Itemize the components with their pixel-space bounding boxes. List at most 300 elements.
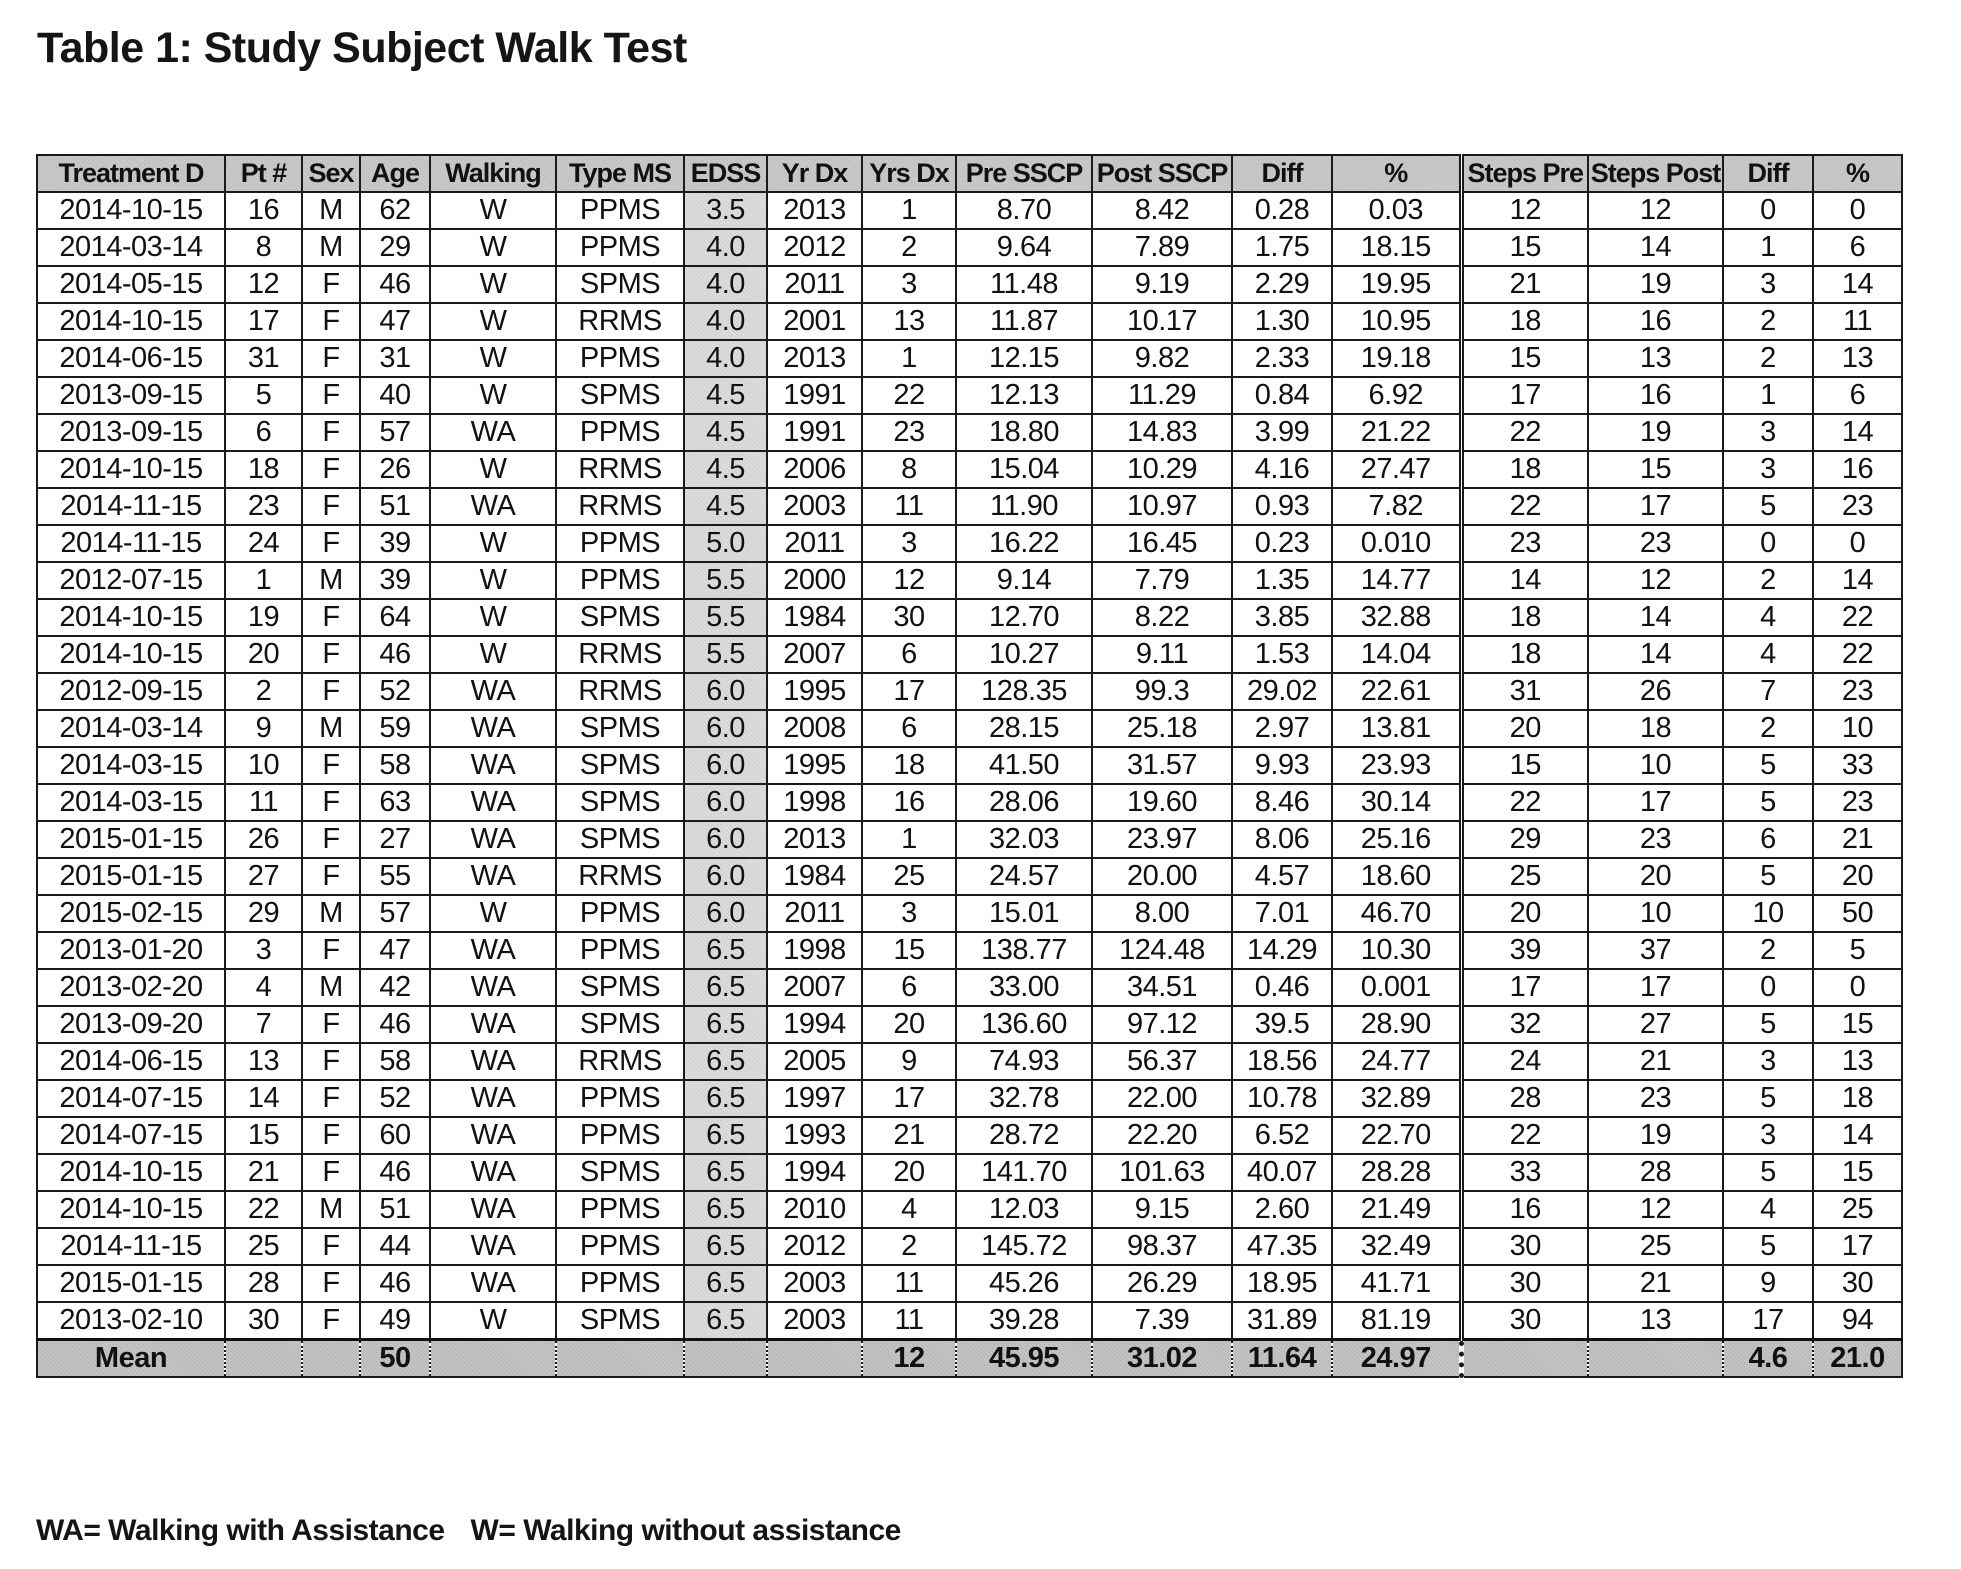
table-cell: 16.45	[1092, 525, 1232, 562]
legend-w: W= Walking without assistance	[470, 1514, 901, 1547]
table-cell: 32.88	[1332, 599, 1461, 636]
table-cell: 0	[1813, 969, 1902, 1006]
table-cell: 58	[360, 1043, 430, 1080]
table-cell: 2	[1723, 303, 1813, 340]
table-cell: 18	[1461, 451, 1588, 488]
table-cell: 2.97	[1232, 710, 1332, 747]
table-cell: 46	[360, 266, 430, 303]
table-cell: 18	[1461, 599, 1588, 636]
table-cell: 32.89	[1332, 1080, 1461, 1117]
walk-test-table	[36, 154, 1903, 1378]
table-cell: 10	[1723, 895, 1813, 932]
table-cell: WA	[430, 784, 556, 821]
column-header: Diff	[1232, 155, 1332, 192]
table-cell: 6.5	[684, 1117, 767, 1154]
table-cell: 0.84	[1232, 377, 1332, 414]
table-cell: 32.49	[1332, 1228, 1461, 1265]
table-cell: 2003	[767, 488, 862, 525]
table-row	[37, 747, 1902, 784]
table-cell: SPMS	[556, 1154, 684, 1191]
table-cell: 74.93	[956, 1043, 1092, 1080]
table-cell: RRMS	[556, 673, 684, 710]
table-cell: 4	[1723, 599, 1813, 636]
table-cell: WA	[430, 858, 556, 895]
table-cell: 19.60	[1092, 784, 1232, 821]
table-cell: M	[302, 895, 360, 932]
table-cell: 81.19	[1332, 1302, 1461, 1340]
table-cell: 63	[360, 784, 430, 821]
table-cell: 13	[862, 303, 956, 340]
table-cell: 20	[862, 1154, 956, 1191]
table-cell: 10	[225, 747, 302, 784]
table-cell: WA	[430, 1080, 556, 1117]
table-row	[37, 1265, 1902, 1302]
table-cell: 11	[862, 1265, 956, 1302]
table-cell: M	[302, 229, 360, 266]
table-cell: 9	[862, 1043, 956, 1080]
table-cell: 22	[1813, 599, 1902, 636]
table-cell: 52	[360, 1080, 430, 1117]
table-cell: 5	[1723, 1228, 1813, 1265]
table-cell: 22.00	[1092, 1080, 1232, 1117]
table-cell: 33	[1813, 747, 1902, 784]
table-cell: PPMS	[556, 340, 684, 377]
table-cell: 4	[862, 1191, 956, 1228]
table-cell: 3	[1723, 1043, 1813, 1080]
table-cell: 1995	[767, 673, 862, 710]
table-cell: 18	[1813, 1080, 1902, 1117]
table-cell: 13	[1813, 340, 1902, 377]
table-cell: 28	[225, 1265, 302, 1302]
table-cell: 57	[360, 414, 430, 451]
table-cell: 10.95	[1332, 303, 1461, 340]
table-cell: 29	[1461, 821, 1588, 858]
table-cell: 15	[1461, 229, 1588, 266]
header-row	[37, 155, 1902, 192]
table-cell: 14	[1588, 636, 1723, 673]
table-cell: 8	[225, 229, 302, 266]
table-cell: 11.90	[956, 488, 1092, 525]
table-cell: 5	[1813, 932, 1902, 969]
table-cell: 46	[360, 1154, 430, 1191]
table-cell: 98.37	[1092, 1228, 1232, 1265]
table-cell: 2014-06-15	[37, 1043, 225, 1080]
table-cell: 23	[1813, 488, 1902, 525]
table-cell: 3	[1723, 266, 1813, 303]
table-cell: 1994	[767, 1154, 862, 1191]
table-cell: 22	[1461, 1117, 1588, 1154]
table-cell: F	[302, 747, 360, 784]
table-cell: 22	[1461, 414, 1588, 451]
table-cell: 2015-01-15	[37, 858, 225, 895]
table-cell: 8.06	[1232, 821, 1332, 858]
table-cell: WA	[430, 1228, 556, 1265]
table-cell: 9	[1723, 1265, 1813, 1302]
table-cell: 21	[1588, 1043, 1723, 1080]
table-cell: 8.42	[1092, 192, 1232, 229]
table-cell: 31	[1461, 673, 1588, 710]
table-cell: 2001	[767, 303, 862, 340]
table-cell: 1998	[767, 932, 862, 969]
table-cell: 23	[862, 414, 956, 451]
table-row	[37, 1117, 1902, 1154]
table-cell: F	[302, 932, 360, 969]
table-cell: 22.70	[1332, 1117, 1461, 1154]
table-cell: RRMS	[556, 451, 684, 488]
table-cell: 94	[1813, 1302, 1902, 1340]
table-cell: 4.0	[684, 340, 767, 377]
table-cell: F	[302, 377, 360, 414]
table-cell: 6.5	[684, 1265, 767, 1302]
table-cell: 30.14	[1332, 784, 1461, 821]
table-cell: W	[430, 377, 556, 414]
mean-cell: 50	[360, 1340, 430, 1378]
table-cell: F	[302, 636, 360, 673]
table-cell: 55	[360, 858, 430, 895]
table-cell: 49	[360, 1302, 430, 1340]
table-cell: 15	[1813, 1154, 1902, 1191]
table-cell: 18	[862, 747, 956, 784]
table-cell: SPMS	[556, 599, 684, 636]
table-cell: WA	[430, 1265, 556, 1302]
table-cell: 2007	[767, 636, 862, 673]
table-cell: 3.99	[1232, 414, 1332, 451]
table-cell: 23.93	[1332, 747, 1461, 784]
table-cell: 23	[1588, 525, 1723, 562]
table-cell: 12	[1588, 1191, 1723, 1228]
table-cell: 1.35	[1232, 562, 1332, 599]
table-cell: 2014-07-15	[37, 1117, 225, 1154]
table-cell: 7.39	[1092, 1302, 1232, 1340]
table-cell: 22	[1813, 636, 1902, 673]
table-cell: 2003	[767, 1302, 862, 1340]
table-cell: 6.5	[684, 1302, 767, 1340]
table-cell: F	[302, 1265, 360, 1302]
table-cell: 3	[225, 932, 302, 969]
table-cell: M	[302, 1191, 360, 1228]
table-cell: 15	[225, 1117, 302, 1154]
table-cell: 1995	[767, 747, 862, 784]
table-cell: 4.5	[684, 414, 767, 451]
table-cell: 19	[1588, 414, 1723, 451]
table-cell: 0	[1813, 192, 1902, 229]
table-cell: 2014-06-15	[37, 340, 225, 377]
table-cell: 4.57	[1232, 858, 1332, 895]
table-cell: 2013-09-15	[37, 414, 225, 451]
table-cell: 11.87	[956, 303, 1092, 340]
table-cell: 10.78	[1232, 1080, 1332, 1117]
table-cell: 24	[1461, 1043, 1588, 1080]
table-cell: 5.0	[684, 525, 767, 562]
table-row	[37, 821, 1902, 858]
table-cell: 27	[1588, 1006, 1723, 1043]
table-cell: PPMS	[556, 414, 684, 451]
table-cell: 4.0	[684, 266, 767, 303]
table-cell: 7	[1723, 673, 1813, 710]
table-cell: WA	[430, 1006, 556, 1043]
table-cell: 9.14	[956, 562, 1092, 599]
table-cell: 8	[862, 451, 956, 488]
table-cell: 5	[1723, 1154, 1813, 1191]
table-cell: 22	[862, 377, 956, 414]
table-cell: PPMS	[556, 1080, 684, 1117]
column-header: Pre SSCP	[956, 155, 1092, 192]
table-cell: 2006	[767, 451, 862, 488]
table-cell: 5	[1723, 1006, 1813, 1043]
table-cell: 14.83	[1092, 414, 1232, 451]
table-row	[37, 1080, 1902, 1117]
table-cell: 47.35	[1232, 1228, 1332, 1265]
mean-cell	[1588, 1340, 1723, 1378]
table-cell: 17	[862, 673, 956, 710]
table-cell: 1	[862, 192, 956, 229]
table-cell: 9.15	[1092, 1191, 1232, 1228]
table-cell: 16	[1588, 377, 1723, 414]
table-cell: 22	[225, 1191, 302, 1228]
table-cell: 15	[1588, 451, 1723, 488]
table-cell: F	[302, 488, 360, 525]
table-cell: 40	[360, 377, 430, 414]
table-cell: 7.82	[1332, 488, 1461, 525]
table-cell: M	[302, 192, 360, 229]
table-cell: 2	[1723, 932, 1813, 969]
table-cell: 46.70	[1332, 895, 1461, 932]
table-row	[37, 229, 1902, 266]
table-cell: 5	[1723, 747, 1813, 784]
table-cell: 4.5	[684, 377, 767, 414]
table-cell: 5.5	[684, 599, 767, 636]
table-cell: 12.03	[956, 1191, 1092, 1228]
table-cell: 29	[225, 895, 302, 932]
table-cell: 33	[1461, 1154, 1588, 1191]
table-cell: 41.50	[956, 747, 1092, 784]
table-cell: 128.35	[956, 673, 1092, 710]
table-cell: 14	[1461, 562, 1588, 599]
table-cell: 20	[1461, 710, 1588, 747]
table-cell: 2014-03-14	[37, 229, 225, 266]
table-cell: W	[430, 340, 556, 377]
table-cell: 22.20	[1092, 1117, 1232, 1154]
table-row	[37, 525, 1902, 562]
table-cell: 39	[360, 562, 430, 599]
table-cell: 138.77	[956, 932, 1092, 969]
table-cell: SPMS	[556, 821, 684, 858]
table-cell: 15	[1461, 340, 1588, 377]
table-cell: 12	[225, 266, 302, 303]
table-cell: 51	[360, 488, 430, 525]
table-cell: 18.56	[1232, 1043, 1332, 1080]
table-cell: 13	[1813, 1043, 1902, 1080]
table-cell: 97.12	[1092, 1006, 1232, 1043]
mean-cell	[1461, 1340, 1588, 1378]
table-row	[37, 710, 1902, 747]
table-row	[37, 1302, 1902, 1340]
table-cell: F	[302, 266, 360, 303]
mean-cell: 24.97	[1332, 1340, 1461, 1378]
mean-cell	[430, 1340, 556, 1378]
table-cell: 18	[225, 451, 302, 488]
table-cell: 2	[862, 1228, 956, 1265]
table-cell: 18.80	[956, 414, 1092, 451]
table-cell: 21	[1588, 1265, 1723, 1302]
table-cell: 2015-01-15	[37, 1265, 225, 1302]
table-cell: WA	[430, 710, 556, 747]
table-cell: WA	[430, 969, 556, 1006]
table-cell: 20	[862, 1006, 956, 1043]
table-cell: 25	[862, 858, 956, 895]
table-cell: RRMS	[556, 858, 684, 895]
table-cell: WA	[430, 1191, 556, 1228]
table-cell: F	[302, 414, 360, 451]
table-cell: F	[302, 1302, 360, 1340]
table-cell: 0.23	[1232, 525, 1332, 562]
table-cell: F	[302, 1043, 360, 1080]
table-cell: 45.26	[956, 1265, 1092, 1302]
table-cell: 25	[1588, 1228, 1723, 1265]
table-cell: 18	[1461, 636, 1588, 673]
table-cell: 21	[1813, 821, 1902, 858]
table-cell: 101.63	[1092, 1154, 1232, 1191]
table-cell: 12	[862, 562, 956, 599]
table-cell: 1	[225, 562, 302, 599]
column-header: Diff	[1723, 155, 1813, 192]
table-cell: 6.52	[1232, 1117, 1332, 1154]
column-header: Yr Dx	[767, 155, 862, 192]
table-cell: W	[430, 599, 556, 636]
table-cell: 1	[862, 340, 956, 377]
table-cell: 21	[1461, 266, 1588, 303]
table-cell: 17	[1813, 1228, 1902, 1265]
table-cell: 23.97	[1092, 821, 1232, 858]
table-cell: 12	[1588, 192, 1723, 229]
table-cell: 57	[360, 895, 430, 932]
table-cell: 6.0	[684, 895, 767, 932]
table-cell: 1.75	[1232, 229, 1332, 266]
table-cell: M	[302, 969, 360, 1006]
table-cell: 32.03	[956, 821, 1092, 858]
table-cell: F	[302, 599, 360, 636]
table-cell: 2014-07-15	[37, 1080, 225, 1117]
table-cell: 39	[1461, 932, 1588, 969]
table-cell: 17	[1723, 1302, 1813, 1340]
table-cell: 16	[1813, 451, 1902, 488]
table-cell: 6.0	[684, 747, 767, 784]
table-cell: SPMS	[556, 1302, 684, 1340]
table-cell: 20	[225, 636, 302, 673]
table-cell: 20.00	[1092, 858, 1232, 895]
table-cell: 25.16	[1332, 821, 1461, 858]
table-cell: 0.28	[1232, 192, 1332, 229]
table-cell: 46	[360, 1006, 430, 1043]
table-cell: 26	[360, 451, 430, 488]
table-cell: 50	[1813, 895, 1902, 932]
table-cell: 2	[1723, 340, 1813, 377]
table-cell: WA	[430, 673, 556, 710]
mean-cell	[556, 1340, 684, 1378]
table-cell: 6.5	[684, 1080, 767, 1117]
table-cell: 2014-10-15	[37, 599, 225, 636]
column-header: Age	[360, 155, 430, 192]
table-cell: 19.95	[1332, 266, 1461, 303]
table-cell: 13.81	[1332, 710, 1461, 747]
table-cell: 141.70	[956, 1154, 1092, 1191]
table-cell: 40.07	[1232, 1154, 1332, 1191]
table-cell: 27	[225, 858, 302, 895]
table-cell: 2012	[767, 1228, 862, 1265]
mean-cell	[684, 1340, 767, 1378]
table-cell: 14	[1588, 599, 1723, 636]
table-cell: 21	[862, 1117, 956, 1154]
table-cell: 21.22	[1332, 414, 1461, 451]
column-header: Post SSCP	[1092, 155, 1232, 192]
table-cell: 6.5	[684, 1191, 767, 1228]
table-cell: 1993	[767, 1117, 862, 1154]
table-cell: 12.70	[956, 599, 1092, 636]
table-cell: 7	[225, 1006, 302, 1043]
table-cell: 10.27	[956, 636, 1092, 673]
table-cell: 2014-03-15	[37, 784, 225, 821]
table-cell: 25	[225, 1228, 302, 1265]
table-cell: 99.3	[1092, 673, 1232, 710]
table-cell: 2011	[767, 525, 862, 562]
table-cell: PPMS	[556, 192, 684, 229]
table-cell: 28	[1461, 1080, 1588, 1117]
table-cell: W	[430, 636, 556, 673]
table-cell: 0	[1813, 525, 1902, 562]
table-cell: 7.89	[1092, 229, 1232, 266]
table-cell: 1.53	[1232, 636, 1332, 673]
table-cell: F	[302, 821, 360, 858]
table-cell: 20	[1588, 858, 1723, 895]
table-cell: WA	[430, 932, 556, 969]
table-cell: 20	[1461, 895, 1588, 932]
table-cell: 19	[1588, 266, 1723, 303]
table-cell: 2014-10-15	[37, 192, 225, 229]
table-cell: F	[302, 1006, 360, 1043]
table-cell: 19.18	[1332, 340, 1461, 377]
table-cell: 1.30	[1232, 303, 1332, 340]
table-cell: 24	[225, 525, 302, 562]
column-header: Pt #	[225, 155, 302, 192]
table-cell: 2012	[767, 229, 862, 266]
table-cell: 2010	[767, 1191, 862, 1228]
table-cell: 3.85	[1232, 599, 1332, 636]
table-cell: 64	[360, 599, 430, 636]
table-cell: 2015-02-15	[37, 895, 225, 932]
table-cell: F	[302, 1117, 360, 1154]
table-cell: 17	[1588, 969, 1723, 1006]
table-cell: 28.06	[956, 784, 1092, 821]
table-cell: 12.15	[956, 340, 1092, 377]
table-cell: 14	[1813, 562, 1902, 599]
table-cell: 2005	[767, 1043, 862, 1080]
table-cell: 10.97	[1092, 488, 1232, 525]
table-cell: 9.11	[1092, 636, 1232, 673]
table-cell: 2013-02-10	[37, 1302, 225, 1340]
table-cell: 2.33	[1232, 340, 1332, 377]
table-cell: F	[302, 858, 360, 895]
table-cell: 30	[1461, 1302, 1588, 1340]
table-cell: 2014-10-15	[37, 451, 225, 488]
table-cell: F	[302, 1080, 360, 1117]
table-cell: WA	[430, 1043, 556, 1080]
table-cell: 9.82	[1092, 340, 1232, 377]
table-cell: 16	[225, 192, 302, 229]
table-cell: 2007	[767, 969, 862, 1006]
table-cell: 23	[1813, 784, 1902, 821]
table-cell: 6.5	[684, 1043, 767, 1080]
mean-cell: 45.95	[956, 1340, 1092, 1378]
